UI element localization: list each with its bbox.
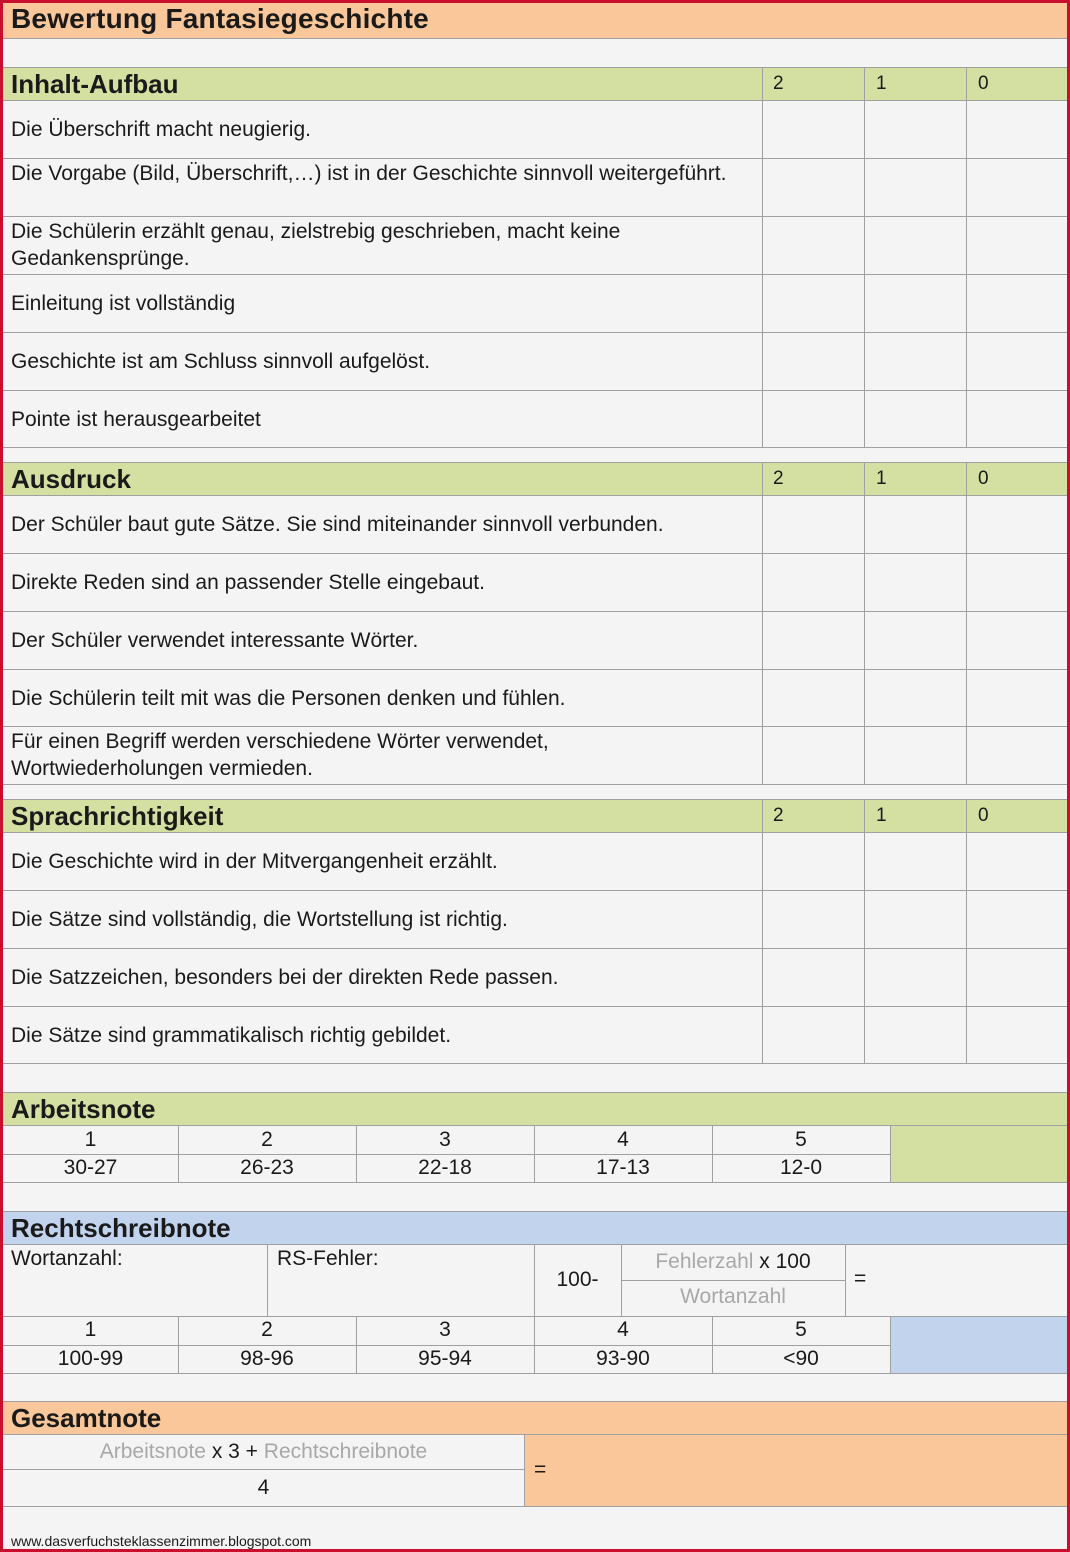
- grade-number: 2: [261, 1318, 273, 1341]
- divider: [356, 1125, 357, 1182]
- divider: [3, 1469, 524, 1470]
- divider: [3, 1211, 1067, 1212]
- criterion-text: Die Geschichte wird in der Mitvergangenheit erzählt.: [11, 850, 498, 873]
- criterion-text: Der Schüler baut gute Sätze. Sie sind miteinander sinnvoll verbunden.: [11, 513, 664, 536]
- divider: [356, 1316, 357, 1373]
- divider: [890, 1316, 891, 1373]
- grade-range: 93-90: [596, 1347, 650, 1370]
- equals-sign: =: [854, 1267, 867, 1290]
- grade-range: 17-13: [596, 1156, 650, 1179]
- page-title: Bewertung Fantasiegeschichte: [11, 3, 429, 34]
- section-title-arbeitsnote: Arbeitsnote: [11, 1094, 156, 1124]
- divider: [712, 1125, 713, 1182]
- criterion-text: Die Überschrift macht neugierig.: [11, 118, 311, 141]
- divider: [3, 1006, 1067, 1007]
- criterion-text: Die Satzzeichen, besonders bei der direkten Rede passen.: [11, 966, 559, 989]
- criterion-text: Pointe ist herausgearbeitet: [11, 408, 261, 431]
- section-title-inhalt-aufbau: Inhalt-Aufbau: [11, 69, 179, 99]
- section-title-gesamtnote: Gesamtnote: [11, 1403, 162, 1433]
- rs-fehler-label: RS-Fehler:: [277, 1247, 379, 1270]
- formula-prefix: 100-: [556, 1268, 599, 1291]
- divider: [3, 274, 1067, 275]
- divider: [864, 799, 865, 1063]
- divider: [3, 390, 1067, 391]
- grade-number: 5: [795, 1128, 807, 1151]
- numerator-operator: x 100: [759, 1250, 811, 1273]
- section-header-arbeitsnote: [3, 1092, 1067, 1125]
- term-operator: x 3 +: [211, 1440, 258, 1463]
- grade-number: 3: [439, 1318, 451, 1341]
- section-title-sprachrichtigkeit: Sprachrichtigkeit: [11, 801, 224, 831]
- gesamtnote-result-cell: [524, 1434, 1067, 1506]
- divider: [845, 1244, 846, 1316]
- rechtschreibnote-result-cell: [890, 1316, 1067, 1373]
- divider: [3, 784, 1067, 785]
- criterion-text: Die Vorgabe (Bild, Überschrift,…) ist in der Geschichte sinnvoll weitergeführt.: [11, 162, 727, 185]
- divider: [3, 1092, 1067, 1093]
- grade-number: 3: [439, 1128, 451, 1151]
- divider: [3, 1401, 1067, 1402]
- divider: [3, 948, 1067, 949]
- criterion-text: Geschichte ist am Schluss sinnvoll aufgelöst.: [11, 350, 431, 373]
- score-header-0: 0: [978, 805, 989, 826]
- divider: [3, 100, 1067, 101]
- divider: [3, 67, 1067, 68]
- divider: [534, 1316, 535, 1373]
- divider: [966, 67, 967, 447]
- divider: [3, 832, 1067, 833]
- divider: [762, 462, 763, 784]
- divider: [178, 1316, 179, 1373]
- score-header-1: 1: [876, 805, 887, 826]
- score-header-2: 2: [773, 805, 784, 826]
- grade-range: 30-27: [63, 1156, 118, 1179]
- score-header-0: 0: [978, 468, 989, 489]
- section-header-ausdruck: [3, 462, 1067, 495]
- grade-range: 95-94: [418, 1347, 472, 1370]
- divider: [534, 1244, 535, 1316]
- divider: [3, 1434, 1067, 1435]
- divider: [3, 332, 1067, 333]
- section-title-rechtschreibnote: Rechtschreibnote: [11, 1213, 231, 1243]
- criterion-text: Für einen Begriff werden verschiedene Wörter verwendet, Wortwiederholungen vermieden.: [11, 730, 549, 780]
- formula-denominator: Wortanzahl: [680, 1285, 786, 1308]
- divider: [3, 462, 1067, 463]
- divider: [3, 1125, 1067, 1126]
- divider: [621, 1280, 845, 1281]
- criterion-text: Die Schülerin erzählt genau, zielstrebig geschrieben, macht keine Gedankensprünge.: [11, 220, 621, 270]
- grade-range: <90: [783, 1347, 819, 1370]
- divider: [3, 447, 1067, 448]
- score-header-0: 0: [978, 73, 989, 94]
- grade-number: 1: [84, 1318, 97, 1341]
- evaluation-sheet: [3, 3, 1067, 1549]
- score-header-1: 1: [876, 73, 887, 94]
- criterion-text: Die Schülerin teilt mit was die Personen denken und fühlen.: [11, 687, 566, 710]
- divider: [3, 495, 1067, 496]
- divider: [3, 611, 1067, 612]
- divider: [3, 38, 1067, 39]
- divider: [3, 1373, 1067, 1374]
- grade-range: 12-0: [779, 1156, 823, 1179]
- divider: [864, 67, 865, 447]
- divider: [3, 158, 1067, 159]
- section-header-gesamtnote: [3, 1401, 1067, 1434]
- divider: [621, 1244, 622, 1316]
- grade-range: 98-96: [240, 1347, 294, 1370]
- divider: [3, 799, 1067, 800]
- formula-numerator: [621, 1250, 845, 1274]
- divider: [3, 726, 1067, 727]
- grade-range: 26-23: [240, 1156, 294, 1179]
- divider: [3, 1316, 1067, 1317]
- divider: [3, 1063, 1067, 1064]
- grade-number: 1: [84, 1128, 97, 1151]
- criterion-text: Einleitung ist vollständig: [11, 292, 236, 315]
- equals-sign: =: [534, 1458, 547, 1481]
- gesamtnote-divisor: 4: [257, 1476, 270, 1499]
- gesamtnote-numerator: [3, 1440, 524, 1464]
- footer-url: www.dasverfuchsteklassenzimmer.blogspot.com: [11, 1533, 312, 1549]
- divider: [762, 67, 763, 447]
- divider: [3, 890, 1067, 891]
- divider: [3, 1154, 890, 1155]
- grade-number: 4: [617, 1318, 629, 1341]
- divider: [966, 462, 967, 784]
- divider: [524, 1434, 525, 1506]
- term-arbeitsnote: Arbeitsnote: [99, 1440, 206, 1463]
- divider: [864, 462, 865, 784]
- grade-number: 4: [617, 1128, 629, 1151]
- grade-number: 2: [261, 1128, 273, 1151]
- divider: [712, 1316, 713, 1373]
- divider: [534, 1125, 535, 1182]
- grade-range: 100-99: [57, 1347, 124, 1370]
- divider: [3, 216, 1067, 217]
- divider: [178, 1125, 179, 1182]
- arbeitsnote-result-cell: [890, 1125, 1067, 1182]
- divider: [3, 1345, 890, 1346]
- score-header-2: 2: [773, 468, 784, 489]
- numerator-term: Fehlerzahl: [655, 1250, 754, 1273]
- criterion-text: Die Sätze sind vollständig, die Wortstellung ist richtig.: [11, 908, 508, 931]
- divider: [3, 1506, 1067, 1507]
- score-header-1: 1: [876, 468, 887, 489]
- divider: [3, 669, 1067, 670]
- divider: [966, 799, 967, 1063]
- wortanzahl-label: Wortanzahl:: [11, 1247, 123, 1270]
- section-title-ausdruck: Ausdruck: [11, 464, 131, 494]
- grade-range: 22-18: [418, 1156, 472, 1179]
- criterion-text: Der Schüler verwendet interessante Wörter.: [11, 629, 419, 652]
- criterion-text: Die Sätze sind grammatikalisch richtig gebildet.: [11, 1024, 452, 1047]
- criterion-text: Direkte Reden sind an passender Stelle eingebaut.: [11, 571, 485, 594]
- divider: [890, 1125, 891, 1182]
- divider: [3, 1244, 1067, 1245]
- divider: [3, 553, 1067, 554]
- grade-number: 5: [795, 1318, 807, 1341]
- divider: [762, 799, 763, 1063]
- score-header-2: 2: [773, 73, 784, 94]
- divider: [3, 1182, 1067, 1183]
- term-rechtschreibnote: Rechtschreibnote: [263, 1440, 428, 1463]
- divider: [267, 1244, 268, 1316]
